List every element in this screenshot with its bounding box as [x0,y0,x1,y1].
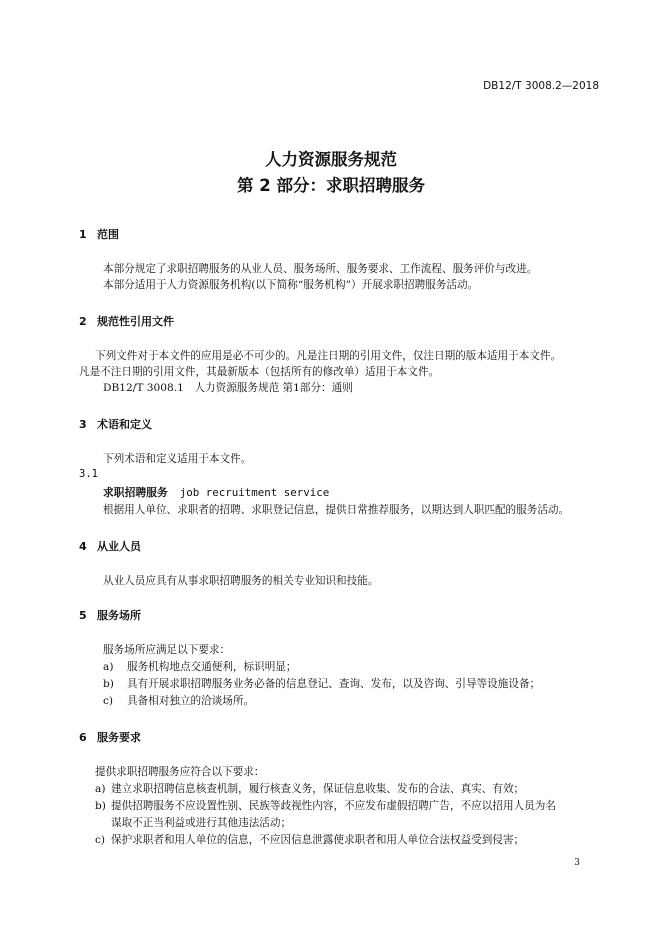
list-item [103,693,254,708]
section-title: 范围 [97,228,119,241]
list-item-text: 具有开展求职招聘服务业务必备的信息登记、查询、发布，以及咨询、引导等设施设备； [127,678,541,690]
section-title: 服务场所 [97,609,141,622]
list-item-text: 服务机构地点交通便利，标识明显； [127,661,297,673]
term-definition: 根据用人单位、求职者的招聘、求职登记信息，提供日常推荐服务，以期达到人职匹配的服务活动。 [103,504,570,516]
normative-reference: DB12/T 3008.1 人力资源服务规范 第1部分：通则 [103,382,353,394]
section-number: 6 [79,731,87,744]
document-subtitle: 第 2 部分：求职招聘服务 [237,176,425,195]
section-number: 2 [79,315,87,328]
section-5-heading [79,607,141,623]
section-4-heading [79,538,141,554]
subsection-number: 3.1 [79,468,98,480]
section-number: 3 [79,418,87,431]
term-english: job recruitment service [179,486,330,499]
list-marker: a) [95,783,106,795]
paragraph: 从业人员应具有从事求职招聘服务的相关专业知识和技能。 [103,575,379,587]
section-number: 5 [79,609,87,622]
list-item [95,781,524,796]
list-marker: c) [103,695,114,707]
list-item-text: 提供招聘服务不应设置性别、民族等歧视性内容，不应发布虚假招聘广告，不应以招用人员为名 [111,800,556,812]
document-title: 人力资源服务规范 [265,150,397,169]
term-entry [103,485,329,500]
list-item [95,798,556,813]
section-2-heading [79,313,174,329]
list-marker: b) [95,800,106,812]
section-title: 服务要求 [97,731,141,744]
paragraph: 下列术语和定义适用于本文件。 [103,453,252,465]
section-6-heading [79,729,141,745]
list-marker: b) [103,678,114,690]
list-item [103,676,540,691]
term-chinese: 求职招聘服务 [103,486,168,499]
section-1-heading [79,226,119,242]
paragraph: 本部分适用于人力资源服务机构(以下简称“服务机构”）开展求职招聘服务活动。 [103,279,479,291]
section-title: 从业人员 [97,540,141,553]
list-item-text: 保护求职者和用人单位的信息，不应因信息泄露使求职者和用人单位合法权益受到侵害； [111,834,525,846]
paragraph: 提供求职招聘服务应符合以下要求： [95,766,265,778]
paragraph: 本部分规定了求职招聘服务的从业人员、服务场所、服务要求、工作流程、服务评价与改进。 [103,263,538,275]
page-number: 3 [574,858,580,868]
list-item [103,659,297,674]
list-marker: a) [103,661,114,673]
paragraph: 下列文件对于本文件的应用是必不可少的。凡是注日期的引用文件，仅注日期的版本适用于本文件。 [95,350,562,362]
list-item [95,832,524,847]
section-3-heading [79,416,152,432]
section-number: 4 [79,540,87,553]
paragraph: 凡是不注日期的引用文件，其最新版本（包括所有的修改单）适用于本文件。 [79,366,440,378]
section-title: 术语和定义 [97,418,152,431]
section-title: 规范性引用文件 [97,315,174,328]
list-item-text: 建立求职招聘信息核查机制，履行核查义务，保证信息收集、发布的合法、真实、有效； [111,783,525,795]
paragraph: 服务场所应满足以下要求： [103,644,231,656]
document-code: DB12/T 3008.2—2018 [483,80,599,92]
list-item-continuation: 谋取不正当利益或进行其他违法活动； [111,817,292,829]
section-number: 1 [79,228,87,241]
list-item-text: 具备相对独立的洽谈场所。 [127,695,255,707]
list-marker: c) [95,834,106,846]
